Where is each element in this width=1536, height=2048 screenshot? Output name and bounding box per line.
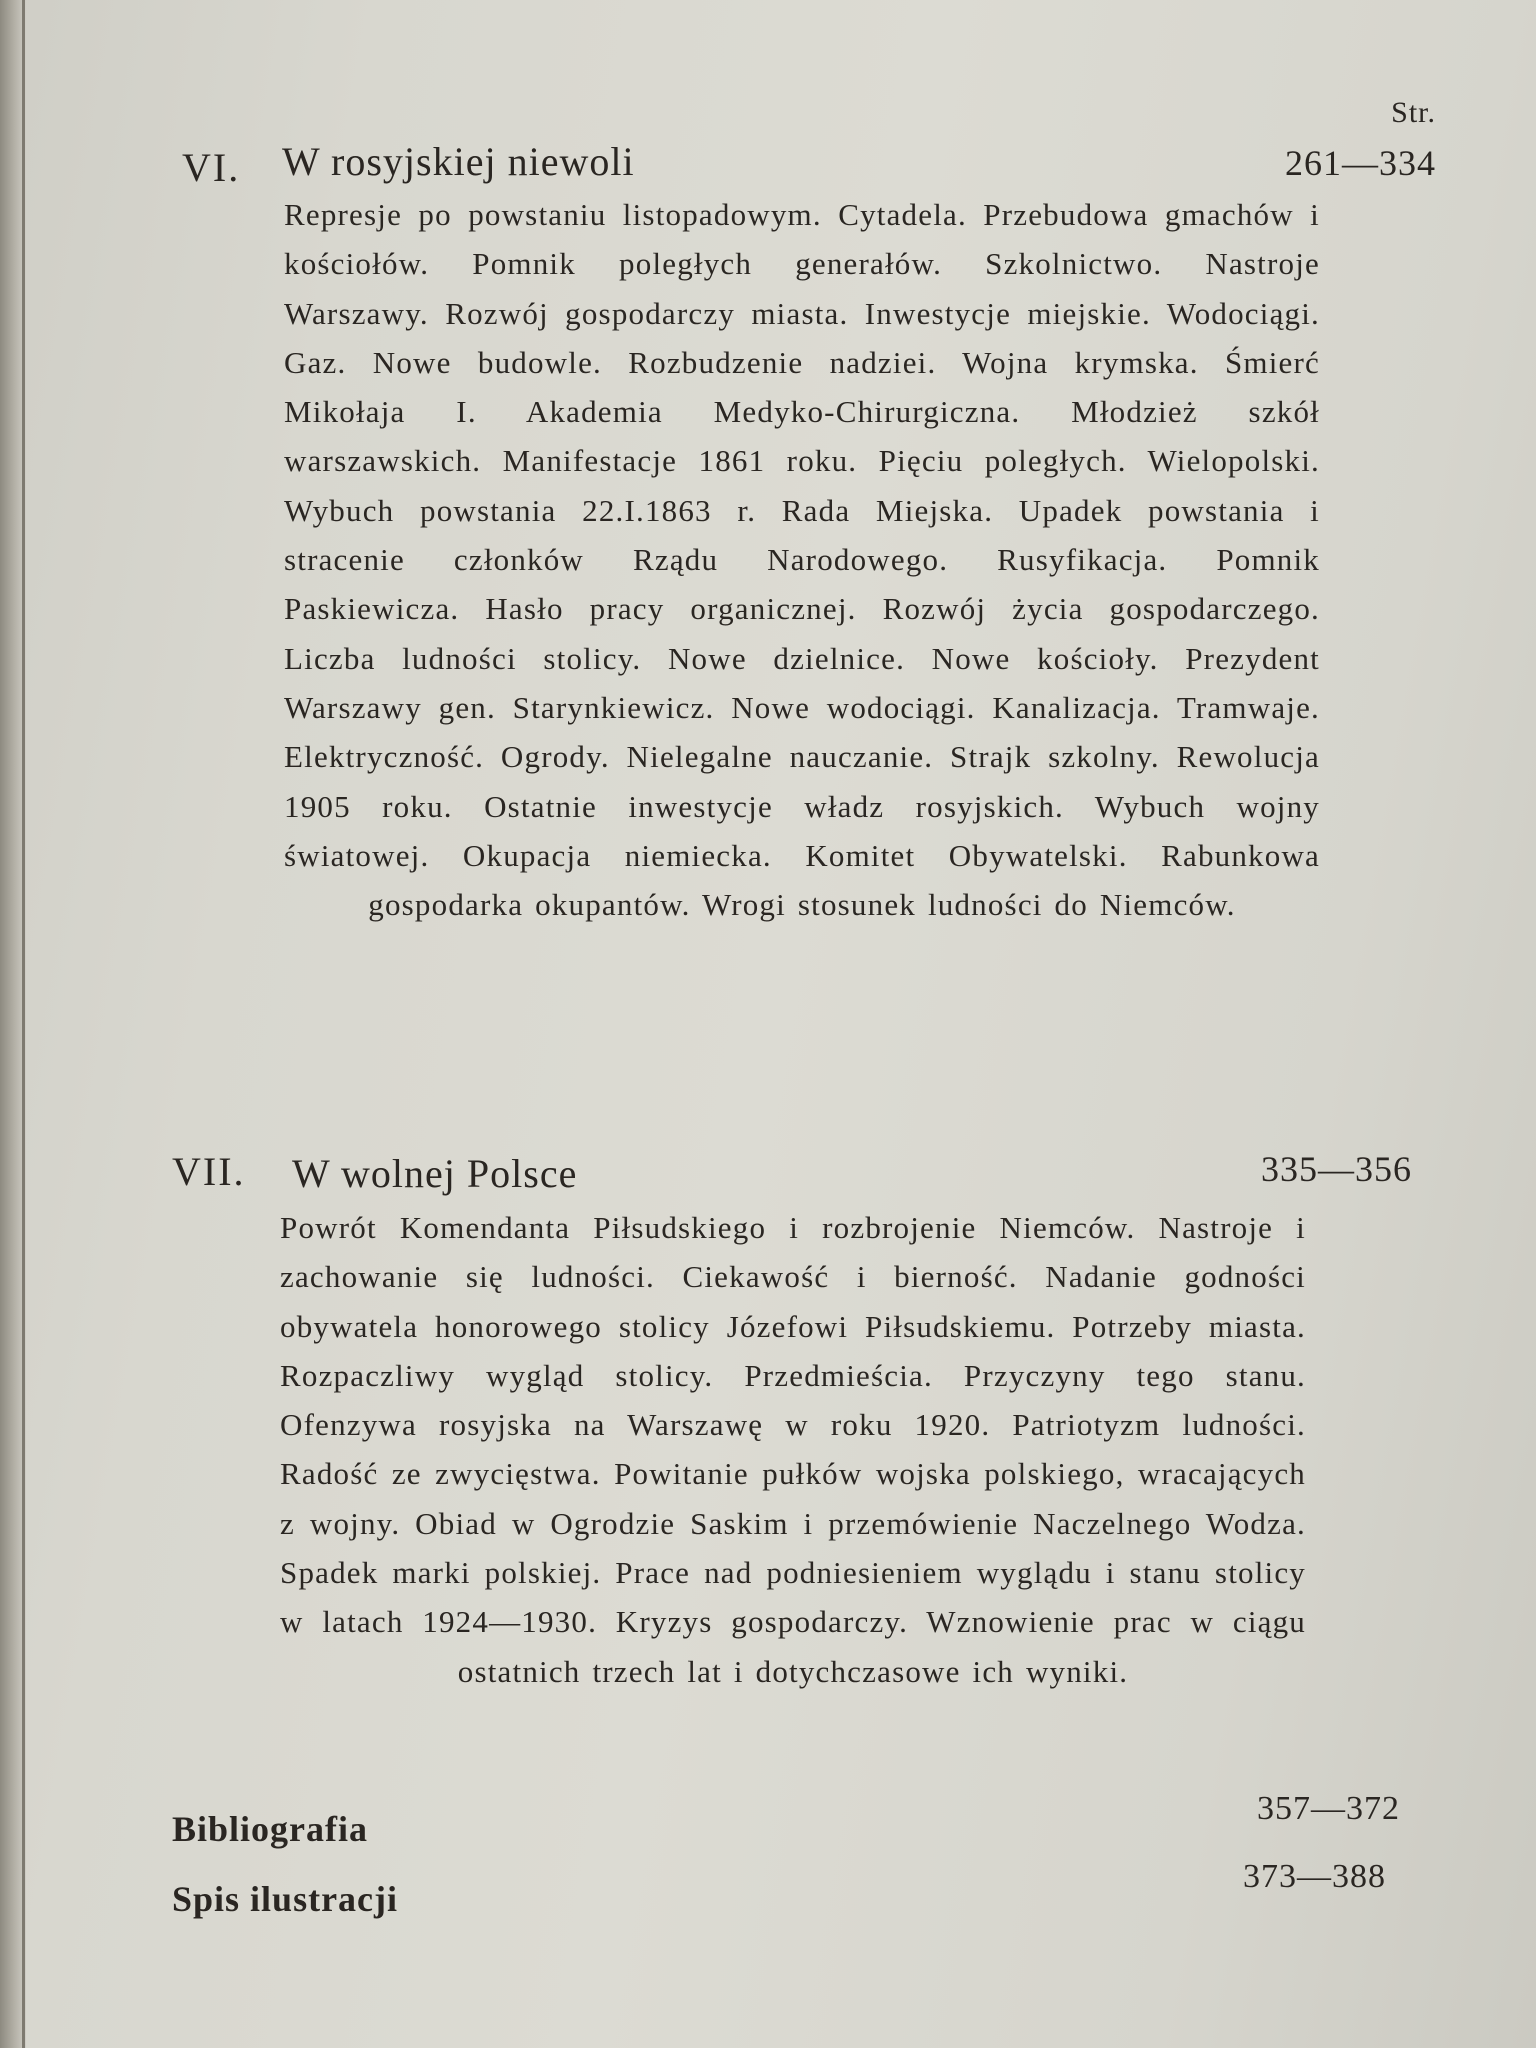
back-matter-title: Bibliografia (172, 1809, 369, 1849)
chapter-title: W rosyjskiej niewoli (282, 139, 635, 184)
chapter-page-range: 335—356 (1261, 1149, 1412, 1189)
page-spine-line (22, 0, 25, 2048)
pages-column-label: Str. (1391, 96, 1436, 129)
back-matter-title: Spis ilustracji (172, 1879, 399, 1919)
chapter-number: VI. (182, 145, 241, 190)
back-matter-page-range: 357—372 (1257, 1790, 1400, 1827)
back-matter-page-range: 373—388 (1243, 1858, 1386, 1895)
chapter-number: VII. (172, 1149, 246, 1194)
chapter-title: W wolnej Polsce (292, 1151, 578, 1196)
chapter-summary: Powrót Komendanta Piłsudskiego i rozbrojenie Niemców. Nastroje i zachowanie się ludności. Ciekawość i bierność. Nadanie godności obywatela honorowego stolicy Józefowi Piłsudskiemu. Potrzeby miasta. Rozpaczliwy wygląd stolicy. Przedmieścia. Przyczyny tego stanu. Ofenzywa rosyjska na Warszawę w roku 1920. Patriotyzm ludności. Radość ze zwycięstwa. Powitanie pułków wojska polskiego, wracających z wojny. Obiad w Ogrodzie Saskim i przemówienie Naczelnego Wodza. Spadek marki polskiej. Prace nad podniesieniem wyglądu i stanu stolicy w latach 1924—1930. Kryzys gospodarczy. Wznowienie prac w ciągu ostatnich trzech lat i dotychczasowe ich wyniki. (280, 1210, 1306, 1689)
chapter-summary: Represje po powstaniu listopadowym. Cytadela. Przebudowa gmachów i kościołów. Pomnik poległych generałów. Szkolnictwo. Nastroje Warszawy. Rozwój gospodarczy miasta. Inwestycje miejskie. Wodociągi. Gaz. Nowe budowle. Rozbudzenie nadziei. Wojna krymska. Śmierć Mikołaja I. Akademia Medyko-Chirurgiczna. Młodzież szkół warszawskich. Manifestacje 1861 roku. Pięciu poległych. Wielopolski. Wybuch powstania 22.I.1863 r. Rada Miejska. Upadek powstania i stracenie członków Rządu Narodowego. Rusyfikacja. Pomnik Paskiewicza. Hasło pracy organicznej. Rozwój życia gospodarczego. Liczba ludności stolicy. Nowe dzielnice. Nowe kościoły. Prezydent Warszawy gen. Starynkiewicz. Nowe wodociągi. Kanalizacja. Tramwaje. Elektryczność. Ogrody. Nielegalne nauczanie. Strajk szkolny. Rewolucja 1905 roku. Ostatnie inwestycje władz rosyjskich. Wybuch wojny światowej. Okupacja niemiecka. Komitet Obywatelski. Rabunkowa gospodarka okupantów. Wrogi stosunek ludności do Niemców. (284, 197, 1320, 923)
chapter-entry-vi (0, 138, 1536, 188)
chapter-entry-vii (0, 1148, 1536, 1198)
chapter-page-range: 261—334 (1285, 143, 1436, 183)
